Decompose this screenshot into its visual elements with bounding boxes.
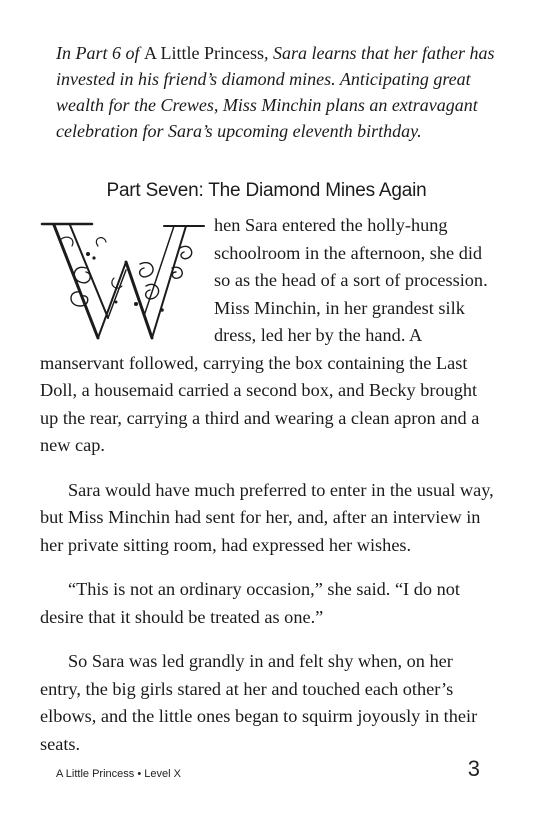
intro-book-title: A Little Princess [144, 43, 264, 63]
footer-book-level: A Little Princess • Level X [56, 768, 181, 780]
paragraph-3: “This is not an ordinary occasion,” she said. “I do not desire that it should be treated as one.” [40, 579, 460, 627]
intro-text-b: , Sara learns that her father has invested in his friend’s diamond mines. Anticipating great wealth for the Crewes, Miss Minchin plans an extravagant celebration for Sara’s upcoming eleventh birthday. [56, 43, 495, 141]
chapter-body [40, 212, 496, 775]
intro-text-a: In Part 6 of [56, 43, 144, 63]
paragraph-4: So Sara was led grandly in and felt shy when, on her entry, the big girls stared at her and touched each other’s elbows, and the little ones began to squirm joyously in their seats. [40, 651, 478, 754]
paragraph-1: hen Sara entered the holly-hung schoolroom in the afternoon, she did so as the head of a sort of procession. Miss Minchin, in her grandest silk dress, led her by the hand. A manservant followed, carrying the box containing the Last Doll, a housemaid carried a second box, and Becky brought up the rear, carrying a third and wearing a clean apron and a new cap. [40, 215, 488, 455]
intro-summary [56, 40, 496, 144]
page-number: 3 [467, 756, 480, 781]
paragraph-2: Sara would have much preferred to enter in the usual way, but Miss Minchin had sent for her, and, after an interview in her private sitting room, had expressed her wishes. [40, 479, 494, 555]
ornamental-drop-cap [40, 218, 208, 348]
chapter-title: Part Seven: The Diamond Mines Again [106, 180, 427, 201]
